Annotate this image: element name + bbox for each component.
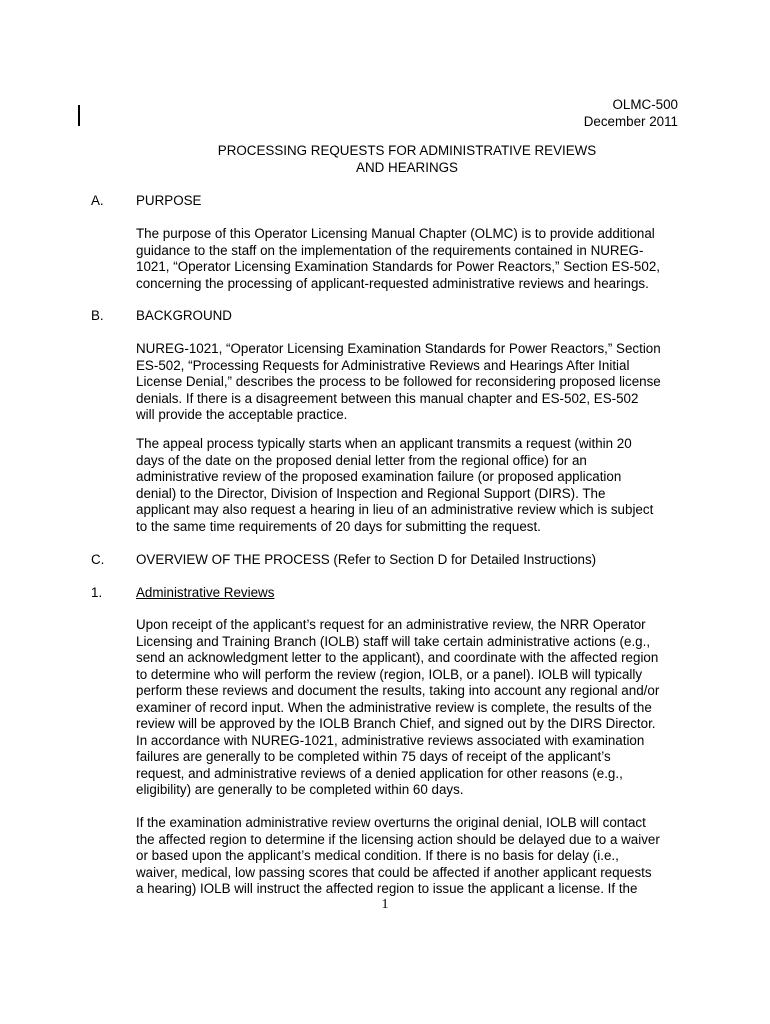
paragraph-line: 1021, “Operator Licensing Examination Standards for Power Reactors,” Section ES-502, <box>136 259 660 275</box>
paragraph-line: failures are generally to be completed within 75 days of receipt of the applicant’s <box>136 749 611 765</box>
document-date: December 2011 <box>583 114 678 129</box>
paragraph-line: ES-502, “Processing Requests for Administrative Reviews and Hearings After Initial <box>136 357 630 373</box>
paragraph-line: The purpose of this Operator Licensing Manual Chapter (OLMC) is to provide additional <box>136 226 655 241</box>
document-header <box>584 96 678 130</box>
section-b-heading: BACKGROUND <box>136 308 232 323</box>
paragraph-line: the affected region to determine if the licensing action should be delayed due to a waiver <box>136 831 660 847</box>
section-c-heading: OVERVIEW OF THE PROCESS (Refer to Section D for Detailed Instructions) <box>136 552 597 567</box>
subsection-1-number: 1. <box>91 585 103 600</box>
section-c-letter: C. <box>91 552 105 567</box>
subsection-1-paragraph-1 <box>136 617 684 799</box>
page-title <box>136 143 678 176</box>
section-a-heading: PURPOSE <box>136 193 202 208</box>
paragraph-line: request, and administrative reviews of a denied application for other reasons (e.g., <box>136 765 623 781</box>
paragraph-line: examiner of record input. When the administrative review is complete, the results of the <box>136 699 652 715</box>
section-b-paragraph-1 <box>136 341 684 424</box>
paragraph-line: concerning the processing of applicant-requested administrative reviews and hearings. <box>136 275 649 291</box>
paragraph-line: perform these reviews and document the results, taking into account any regional and/or <box>136 683 660 699</box>
paragraph-line: a hearing) IOLB will instruct the affected region to issue the applicant a license. If the <box>136 881 638 897</box>
paragraph-line: applicant may also request a hearing in lieu of an administrative review which is subject <box>136 502 654 518</box>
paragraph-line: guidance to the staff on the implementation of the requirements contained in NUREG- <box>136 242 644 258</box>
section-b-letter: B. <box>91 308 104 323</box>
paragraph-line: waiver, medical, low passing scores that could be affected if another applicant requests <box>136 864 652 880</box>
title-line-1: PROCESSING REQUESTS FOR ADMINISTRATIVE REVIEWS <box>217 143 597 158</box>
paragraph-line: send an acknowledgment letter to the applicant), and coordinate with the affected region <box>136 650 659 666</box>
paragraph-line: denial) to the Director, Division of Inspection and Regional Support (DIRS). The <box>136 485 606 501</box>
paragraph-line: NUREG-1021, “Operator Licensing Examination Standards for Power Reactors,” Section <box>136 341 661 356</box>
subsection-1-paragraph-2 <box>136 815 684 898</box>
subsection-1-heading: Administrative Reviews <box>136 585 275 600</box>
revision-change-bar <box>78 105 80 126</box>
paragraph-line: review will be approved by the IOLB Branch Chief, and signed out by the DIRS Director. <box>136 716 656 732</box>
paragraph-line: In accordance with NUREG-1021, administrative reviews associated with examination <box>136 732 645 748</box>
paragraph-line: to the same time requirements of 20 days for submitting the request. <box>136 518 541 534</box>
paragraph-line: License Denial,” describes the process to be followed for reconsidering proposed license <box>136 374 661 390</box>
section-a-paragraph <box>136 226 684 292</box>
paragraph-line: Licensing and Training Branch (IOLB) staff will take certain administrative actions (e.g., <box>136 633 651 649</box>
paragraph-line: eligibility) are generally to be completed within 60 days. <box>136 782 464 798</box>
document-id: OLMC-500 <box>612 97 678 112</box>
paragraph-line: Upon receipt of the applicant’s request for an administrative review, the NRR Operator <box>136 617 646 632</box>
paragraph-line: administrative review of the proposed examination failure (or proposed application <box>136 469 622 485</box>
title-line-2: AND HEARINGS <box>356 159 458 175</box>
paragraph-line: The appeal process typically starts when an applicant transmits a request (within 20 <box>136 436 632 451</box>
paragraph-line: denials. If there is a disagreement between this manual chapter and ES-502, ES-502 <box>136 390 639 406</box>
section-b-paragraph-2 <box>136 436 684 535</box>
paragraph-line: to determine who will perform the review (region, IOLB, or a panel). IOLB will typically <box>136 666 643 682</box>
page-number: 1 <box>381 897 389 912</box>
section-a-letter: A. <box>91 193 104 208</box>
paragraph-line: If the examination administrative review overturns the original denial, IOLB will contact <box>136 815 646 830</box>
paragraph-line: will provide the acceptable practice. <box>136 407 348 423</box>
paragraph-line: or based upon the applicant’s medical condition. If there is no basis for delay (i.e., <box>136 848 619 864</box>
paragraph-line: days of the date on the proposed denial letter from the regional office) for an <box>136 452 587 468</box>
